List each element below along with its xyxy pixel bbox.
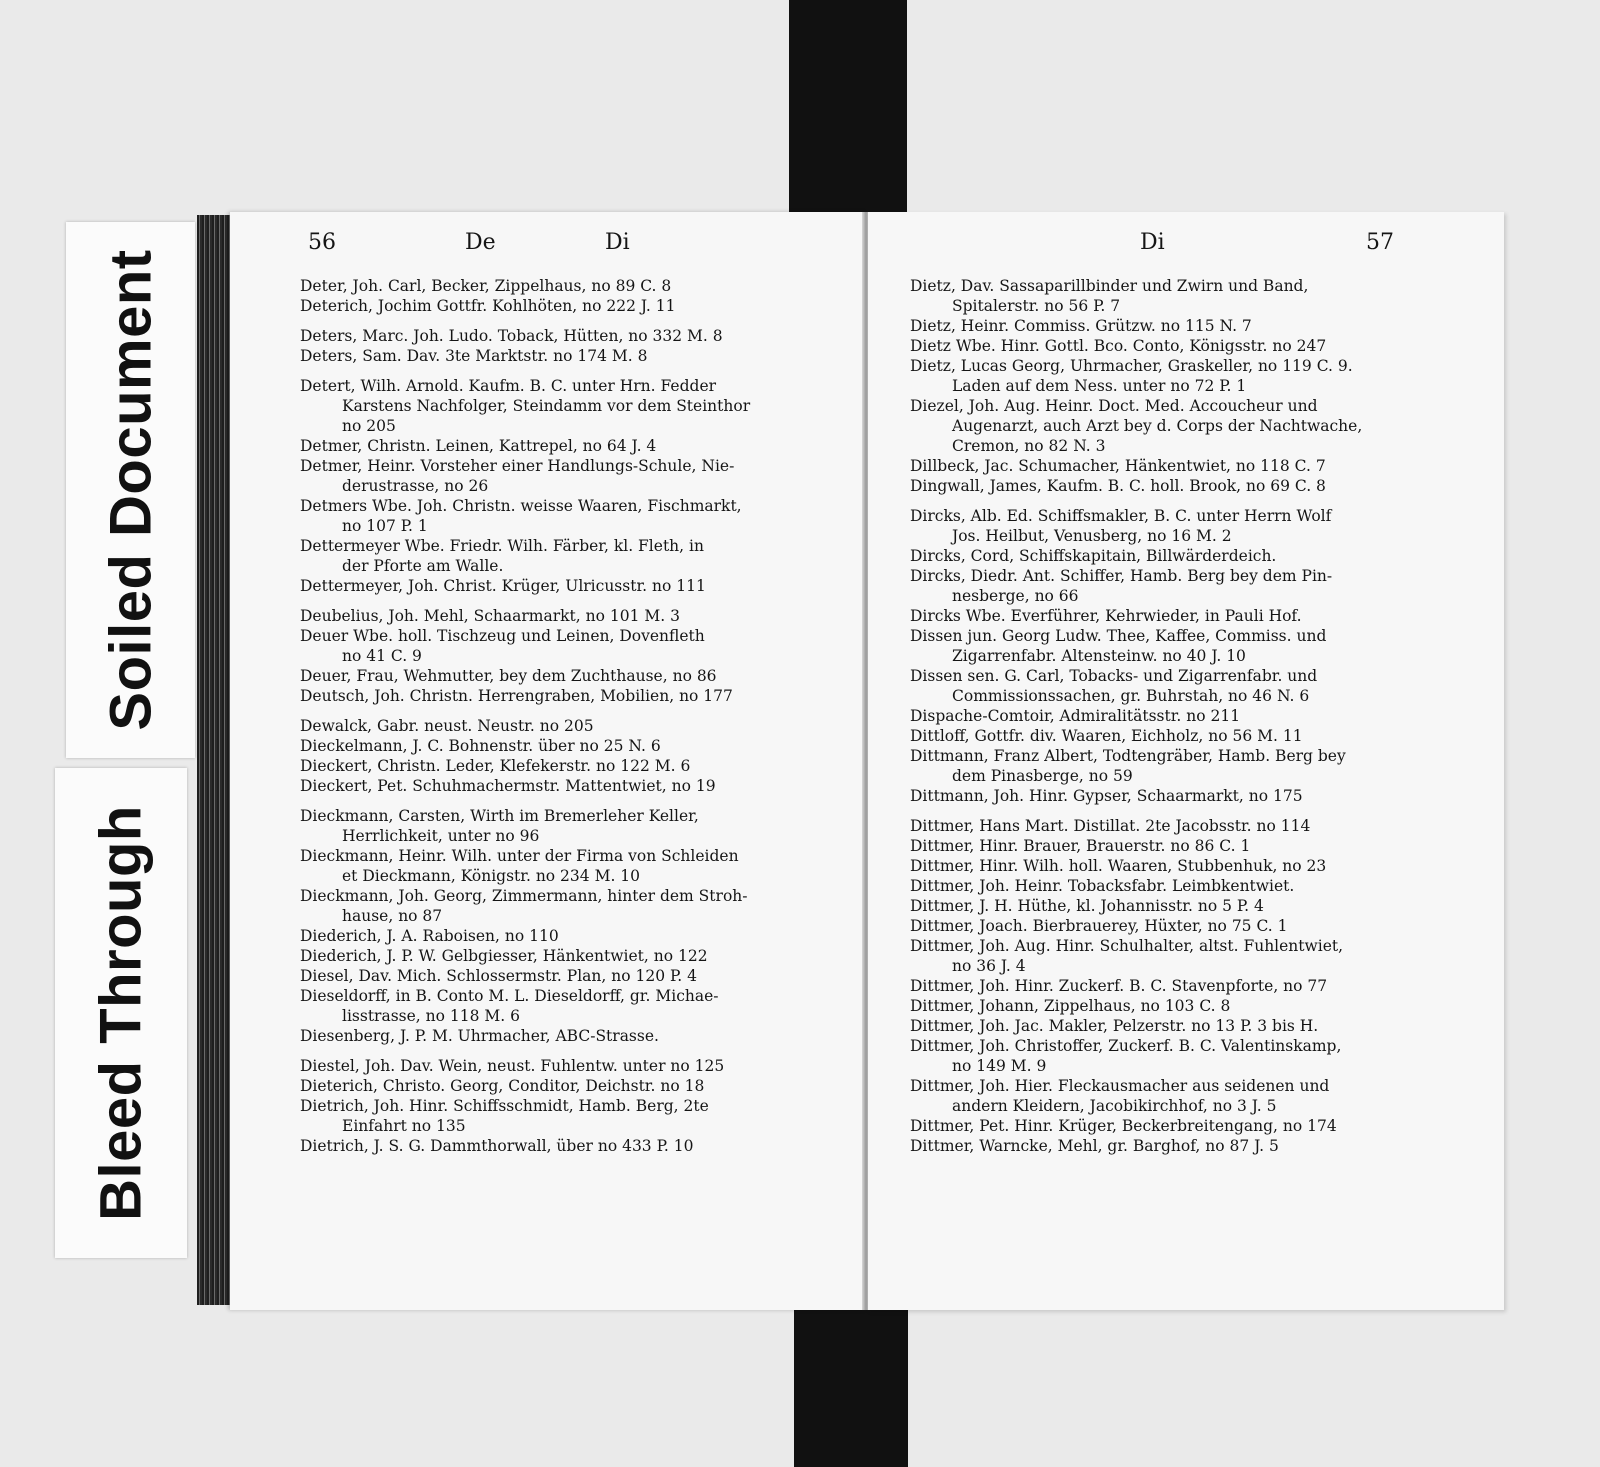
directory-entry: Dietrich, J. S. G. Dammthorwall, über no 433 P. 10	[300, 1137, 694, 1155]
directory-entry: Dieseldorff, in B. Conto M. L. Dieseldorff, gr. Michae- lisstrasse, no 118 M. 6	[300, 987, 719, 1025]
left-page	[230, 212, 866, 1310]
left-entry-list	[300, 276, 854, 1156]
directory-entry: Dieckelmann, J. C. Bohnenstr. über no 25 N. 6	[300, 737, 661, 755]
directory-entry: Deutsch, Joh. Christn. Herrengraben, Mobilien, no 177	[300, 687, 733, 705]
left-page-header	[300, 230, 854, 276]
directory-entry: Dittmer, Joh. Hier. Fleckausmacher aus seidenen und andern Kleidern, Jacobikirchhof, no 3 J. 5	[910, 1077, 1330, 1115]
directory-entry: Diesel, Dav. Mich. Schlossermstr. Plan, no 120 P. 4	[300, 967, 698, 985]
right-page	[868, 212, 1504, 1310]
dark-strip-bottom	[794, 1300, 908, 1467]
directory-entry: Dittmer, Hans Mart. Distillat. 2te Jacobsstr. no 114	[910, 817, 1311, 835]
directory-entry: Dircks, Alb. Ed. Schiffsmakler, B. C. unter Herrn Wolf Jos. Heilbut, Venusberg, no 16 M. 2	[910, 507, 1332, 545]
directory-entry: Diesenberg, J. P. M. Uhrmacher, ABC-Strasse.	[300, 1027, 659, 1045]
directory-entry: Dieckert, Pet. Schuhmachermstr. Mattentwiet, no 19	[300, 777, 716, 795]
directory-entry: Diezel, Joh. Aug. Heinr. Doct. Med. Accoucheur und Augenarzt, auch Arzt bey d. Corps der Nachtwache, Cremon, no 82 N. 3	[910, 397, 1363, 455]
directory-entry: Dietz, Heinr. Commiss. Grützw. no 115 N. 7	[910, 317, 1252, 335]
directory-entry: Deuer Wbe. holl. Tischzeug und Leinen, Dovenfleth no 41 C. 9	[300, 627, 705, 665]
soiled-document-tag	[66, 222, 195, 758]
directory-entry: Dircks, Diedr. Ant. Schiffer, Hamb. Berg bey dem Pin- nesberge, no 66	[910, 567, 1333, 605]
directory-entry: Dittmer, Joh. Hinr. Zuckerf. B. C. Stavenpforte, no 77	[910, 977, 1328, 995]
directory-entry: Dittmer, Joach. Bierbrauerey, Hüxter, no 75 C. 1	[910, 917, 1288, 935]
directory-entry: Dispache-Comtoir, Admiralitätsstr. no 211	[910, 707, 1241, 725]
directory-entry: Dittmer, Johann, Zippelhaus, no 103 C. 8	[910, 997, 1231, 1015]
directory-entry: Dieterich, Christo. Georg, Conditor, Deichstr. no 18	[300, 1077, 705, 1095]
directory-entry: Dittmer, Joh. Christoffer, Zuckerf. B. C. Valentinskamp, no 149 M. 9	[910, 1037, 1342, 1075]
directory-entry: Detmers Wbe. Joh. Christn. weisse Waaren, Fischmarkt, no 107 P. 1	[300, 497, 742, 535]
directory-entry: Diestel, Joh. Dav. Wein, neust. Fuhlentw. unter no 125	[300, 1057, 725, 1075]
dark-strip-top	[789, 0, 907, 225]
directory-entry: Deterich, Jochim Gottfr. Kohlhöten, no 222 J. 11	[300, 297, 676, 315]
directory-entry: Dietz, Lucas Georg, Uhrmacher, Graskeller, no 119 C. 9. Laden auf dem Ness. unter no 72 P. 1	[910, 357, 1353, 395]
directory-entry: Dewalck, Gabr. neust. Neustr. no 205	[300, 717, 594, 735]
directory-entry: Dittloff, Gottfr. div. Waaren, Eichholz, no 56 M. 11	[910, 727, 1303, 745]
directory-entry: Deuer, Frau, Wehmutter, bey dem Zuchthause, no 86	[300, 667, 717, 685]
directory-entry: Dissen sen. G. Carl, Tobacks- und Zigarrenfabr. und Commissionssachen, gr. Buhrstah, no 46 N. 6	[910, 667, 1318, 705]
directory-entry: Dieckmann, Joh. Georg, Zimmermann, hinter dem Stroh- hause, no 87	[300, 887, 748, 925]
directory-entry: Dittmer, Joh. Jac. Makler, Pelzerstr. no 13 P. 3 bis H.	[910, 1017, 1319, 1035]
directory-entry: Dittmer, J. H. Hüthe, kl. Johannisstr. no 5 P. 4	[910, 897, 1264, 915]
right-running-head: Di	[1140, 230, 1165, 255]
left-running-head-start: De	[465, 230, 496, 255]
directory-entry: Detmer, Heinr. Vorsteher einer Handlungs-Schule, Nie- derustrasse, no 26	[300, 457, 735, 495]
directory-entry: Dieckmann, Heinr. Wilh. unter der Firma von Schleiden et Dieckmann, Königstr. no 234 M. 10	[300, 847, 739, 885]
directory-entry: Dietrich, Joh. Hinr. Schiffsschmidt, Hamb. Berg, 2te Einfahrt no 135	[300, 1097, 709, 1135]
directory-entry: Dietz Wbe. Hinr. Gottl. Bco. Conto, Königsstr. no 247	[910, 337, 1327, 355]
directory-entry: Dillbeck, Jac. Schumacher, Hänkentwiet, no 118 C. 7	[910, 457, 1326, 475]
directory-entry: Detmer, Christn. Leinen, Kattrepel, no 64 J. 4	[300, 437, 657, 455]
soiled-document-label: Soiled Document	[98, 249, 163, 731]
bleed-through-label: Bleed Through	[88, 805, 154, 1221]
directory-entry: Dettermeyer Wbe. Friedr. Wilh. Färber, kl. Fleth, in der Pforte am Walle.	[300, 537, 704, 575]
directory-entry: Deters, Marc. Joh. Ludo. Toback, Hütten, no 332 M. 8	[300, 327, 723, 345]
directory-entry: Dieckert, Christn. Leder, Klefekerstr. no 122 M. 6	[300, 757, 691, 775]
directory-entry: Dettermeyer, Joh. Christ. Krüger, Ulricusstr. no 111	[300, 577, 706, 595]
directory-entry: Dircks, Cord, Schiffskapitain, Billwärderdeich.	[910, 547, 1277, 565]
directory-entry: Dittmer, Pet. Hinr. Krüger, Beckerbreitengang, no 174	[910, 1117, 1337, 1135]
right-page-header	[910, 230, 1412, 276]
directory-entry: Dittmer, Hinr. Brauer, Brauerstr. no 86 C. 1	[910, 837, 1251, 855]
directory-entry: Deubelius, Joh. Mehl, Schaarmarkt, no 101 M. 3	[300, 607, 680, 625]
directory-entry: Deter, Joh. Carl, Becker, Zippelhaus, no 89 C. 8	[300, 277, 672, 295]
directory-entry: Dissen jun. Georg Ludw. Thee, Kaffee, Commiss. und Zigarrenfabr. Altensteinw. no 40 J. 10	[910, 627, 1327, 665]
directory-entry: Dingwall, James, Kaufm. B. C. holl. Brook, no 69 C. 8	[910, 477, 1326, 495]
directory-entry: Dircks Wbe. Everführer, Kehrwieder, in Pauli Hof.	[910, 607, 1302, 625]
directory-entry: Dittmer, Joh. Aug. Hinr. Schulhalter, altst. Fuhlentwiet, no 36 J. 4	[910, 937, 1344, 975]
directory-entry: Diederich, J. P. W. Gelbgiesser, Hänkentwiet, no 122	[300, 947, 708, 965]
directory-entry: Deters, Sam. Dav. 3te Marktstr. no 174 M. 8	[300, 347, 648, 365]
left-running-head-end: Di	[605, 230, 630, 255]
right-page-number: 57	[1366, 230, 1394, 255]
directory-entry: Diederich, J. A. Raboisen, no 110	[300, 927, 559, 945]
left-page-number: 56	[308, 230, 336, 255]
bleed-through-tag	[55, 768, 187, 1258]
directory-entry: Detert, Wilh. Arnold. Kaufm. B. C. unter Hrn. Fedder Karstens Nachfolger, Steindamm vor dem Steinthor no 205	[300, 377, 751, 435]
directory-entry: Dietz, Dav. Sassaparillbinder und Zwirn und Band, Spitalerstr. no 56 P. 7	[910, 277, 1309, 315]
directory-entry: Dittmann, Franz Albert, Todtengräber, Hamb. Berg bey dem Pinasberge, no 59	[910, 747, 1346, 785]
directory-entry: Dittmann, Joh. Hinr. Gypser, Schaarmarkt, no 175	[910, 787, 1303, 805]
directory-entry: Dittmer, Warncke, Mehl, gr. Barghof, no 87 J. 5	[910, 1137, 1279, 1155]
directory-entry: Dittmer, Hinr. Wilh. holl. Waaren, Stubbenhuk, no 23	[910, 857, 1327, 875]
directory-entry: Dieckmann, Carsten, Wirth im Bremerleher Keller, Herrlichkeit, unter no 96	[300, 807, 699, 845]
right-entry-list	[910, 276, 1412, 1156]
directory-entry: Dittmer, Joh. Heinr. Tobacksfabr. Leimbkentwiet.	[910, 877, 1295, 895]
